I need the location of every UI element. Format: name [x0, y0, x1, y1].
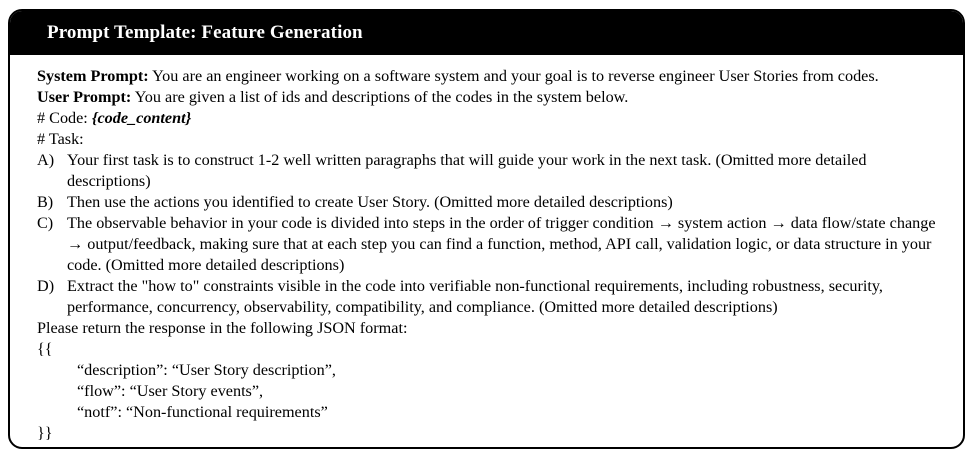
code-placeholder: {code_content} — [91, 109, 192, 127]
json-field-description: “description”: “User Story description”, — [77, 361, 336, 379]
task-heading: # Task: — [37, 130, 84, 148]
system-prompt-label: System Prompt: — [37, 67, 149, 85]
task-label: C) — [37, 214, 54, 232]
user-prompt-text: You are given a list of ids and descriptions of the codes in the system below. — [131, 88, 629, 106]
task-item-a — [37, 150, 951, 192]
task-text: Then use the actions you identified to create User Story. (Omitted more detailed descriptions) — [67, 193, 673, 211]
task-item-c — [37, 213, 951, 276]
json-field-notf: “notf”: “Non-functional requirements” — [77, 403, 328, 421]
task-item-d — [37, 276, 951, 318]
user-prompt-line — [37, 87, 951, 108]
json-open-brace: {{ — [37, 340, 53, 358]
task-label: B) — [37, 193, 54, 211]
task-item-b — [37, 192, 951, 213]
json-close-brace: }} — [37, 424, 53, 442]
system-prompt-line — [37, 66, 951, 87]
task-text: Your first task is to construct 1-2 well written paragraphs that will guide your work in the next task. (Omitted more detailed descriptions) — [67, 151, 867, 190]
code-line — [37, 108, 951, 129]
task-text: Extract the "how to" constraints visible in the code into verifiable non-functional requirements, including robustness, security, performance, concurrency, observability, compatibility, and compliance. (Omitted more detailed descriptions) — [67, 277, 883, 316]
task-label: A) — [37, 151, 55, 169]
card-body — [10, 55, 963, 444]
card-header — [10, 11, 963, 55]
system-prompt-text: You are an engineer working on a software system and your goal is to reverse engineer User Stories from codes. — [148, 67, 879, 85]
task-label: D) — [37, 277, 55, 295]
user-prompt-label: User Prompt: — [37, 88, 132, 106]
code-prefix: # Code: — [37, 109, 92, 127]
card-title: Prompt Template: Feature Generation — [47, 22, 363, 43]
json-field-flow: “flow”: “User Story events”, — [77, 382, 264, 400]
prompt-template-card — [8, 9, 965, 449]
task-text: The observable behavior in your code is divided into steps in the order of trigger condition → system action → data flow/state change → output/feedback, making sure that at each step you can find a function, method, API call, validation logic, or data structure in your code. (Omitted more detailed descriptions) — [67, 214, 936, 274]
response-instruction: Please return the response in the following JSON format: — [37, 319, 408, 337]
